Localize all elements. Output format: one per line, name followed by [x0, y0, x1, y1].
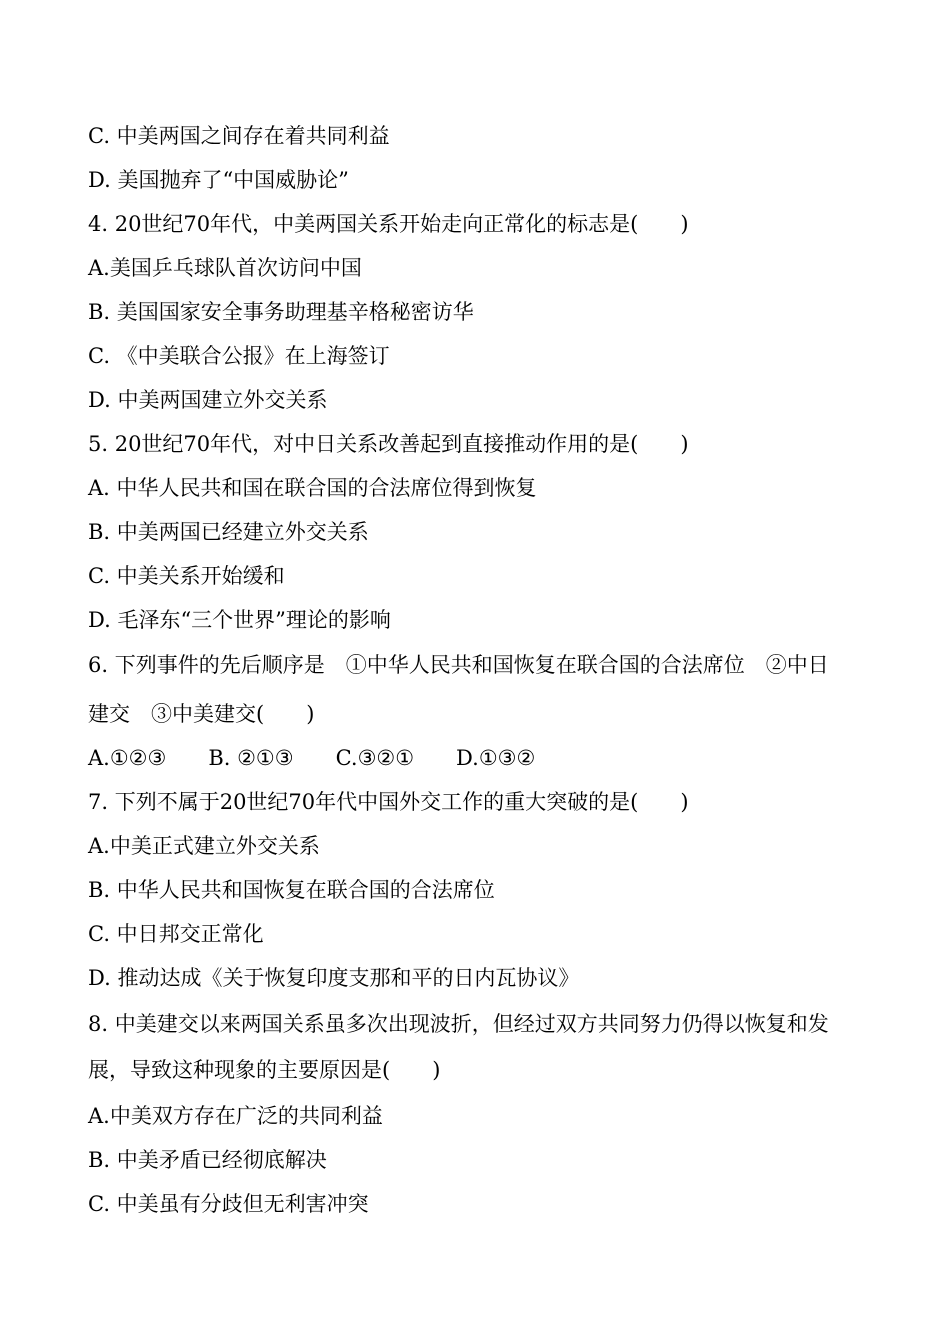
option-5b: B. 中美两国已经建立外交关系	[88, 520, 369, 544]
question-7: 7. 下列不属于20世纪70年代中国外交工作的重大突破的是( )	[88, 790, 689, 814]
option-5c: C. 中美关系开始缓和	[88, 564, 285, 588]
question-6-line-2: 建交 ③中美建交( )	[88, 702, 315, 726]
option-7a: A.中美正式建立外交关系	[88, 834, 320, 858]
option-4b: B. 美国国家安全事务助理基辛格秘密访华	[88, 300, 474, 324]
option-4c: C. 《中美联合公报》在上海签订	[88, 344, 390, 368]
option-8a: A.中美双方存在广泛的共同利益	[88, 1104, 383, 1128]
option-7b: B. 中华人民共和国恢复在联合国的合法席位	[88, 878, 495, 902]
option-7d: D. 推动达成《关于恢复印度支那和平的日内瓦协议》	[88, 966, 580, 990]
question-6-line-1: 6. 下列事件的先后顺序是 ①中华人民共和国恢复在联合国的合法席位 ②中日	[88, 653, 829, 677]
option-4a: A.美国乒乓球队首次访问中国	[88, 256, 362, 280]
option-3d: D. 美国抛弃了“中国威胁论”	[88, 168, 349, 192]
option-8b: B. 中美矛盾已经彻底解决	[88, 1148, 327, 1172]
question-5: 5. 20世纪70年代，对中日关系改善起到直接推动作用的是( )	[88, 432, 689, 456]
question-8-line-2: 展，导致这种现象的主要原因是( )	[88, 1058, 441, 1082]
option-5d: D. 毛泽东“三个世界”理论的影响	[88, 608, 391, 632]
option-7c: C. 中日邦交正常化	[88, 922, 264, 946]
option-4d: D. 中美两国建立外交关系	[88, 388, 328, 412]
question-8-line-1: 8. 中美建交以来两国关系虽多次出现波折，但经过双方共同努力仍得以恢复和发	[88, 1012, 829, 1036]
question-4: 4. 20世纪70年代，中美两国关系开始走向正常化的标志是( )	[88, 212, 689, 236]
option-8c: C. 中美虽有分歧但无利害冲突	[88, 1192, 369, 1216]
option-3c: C. 中美两国之间存在着共同利益	[88, 124, 390, 148]
option-5a: A. 中华人民共和国在联合国的合法席位得到恢复	[88, 476, 537, 500]
options-6: A.①②③ B. ②①③ C.③②① D.①③②	[88, 746, 536, 770]
